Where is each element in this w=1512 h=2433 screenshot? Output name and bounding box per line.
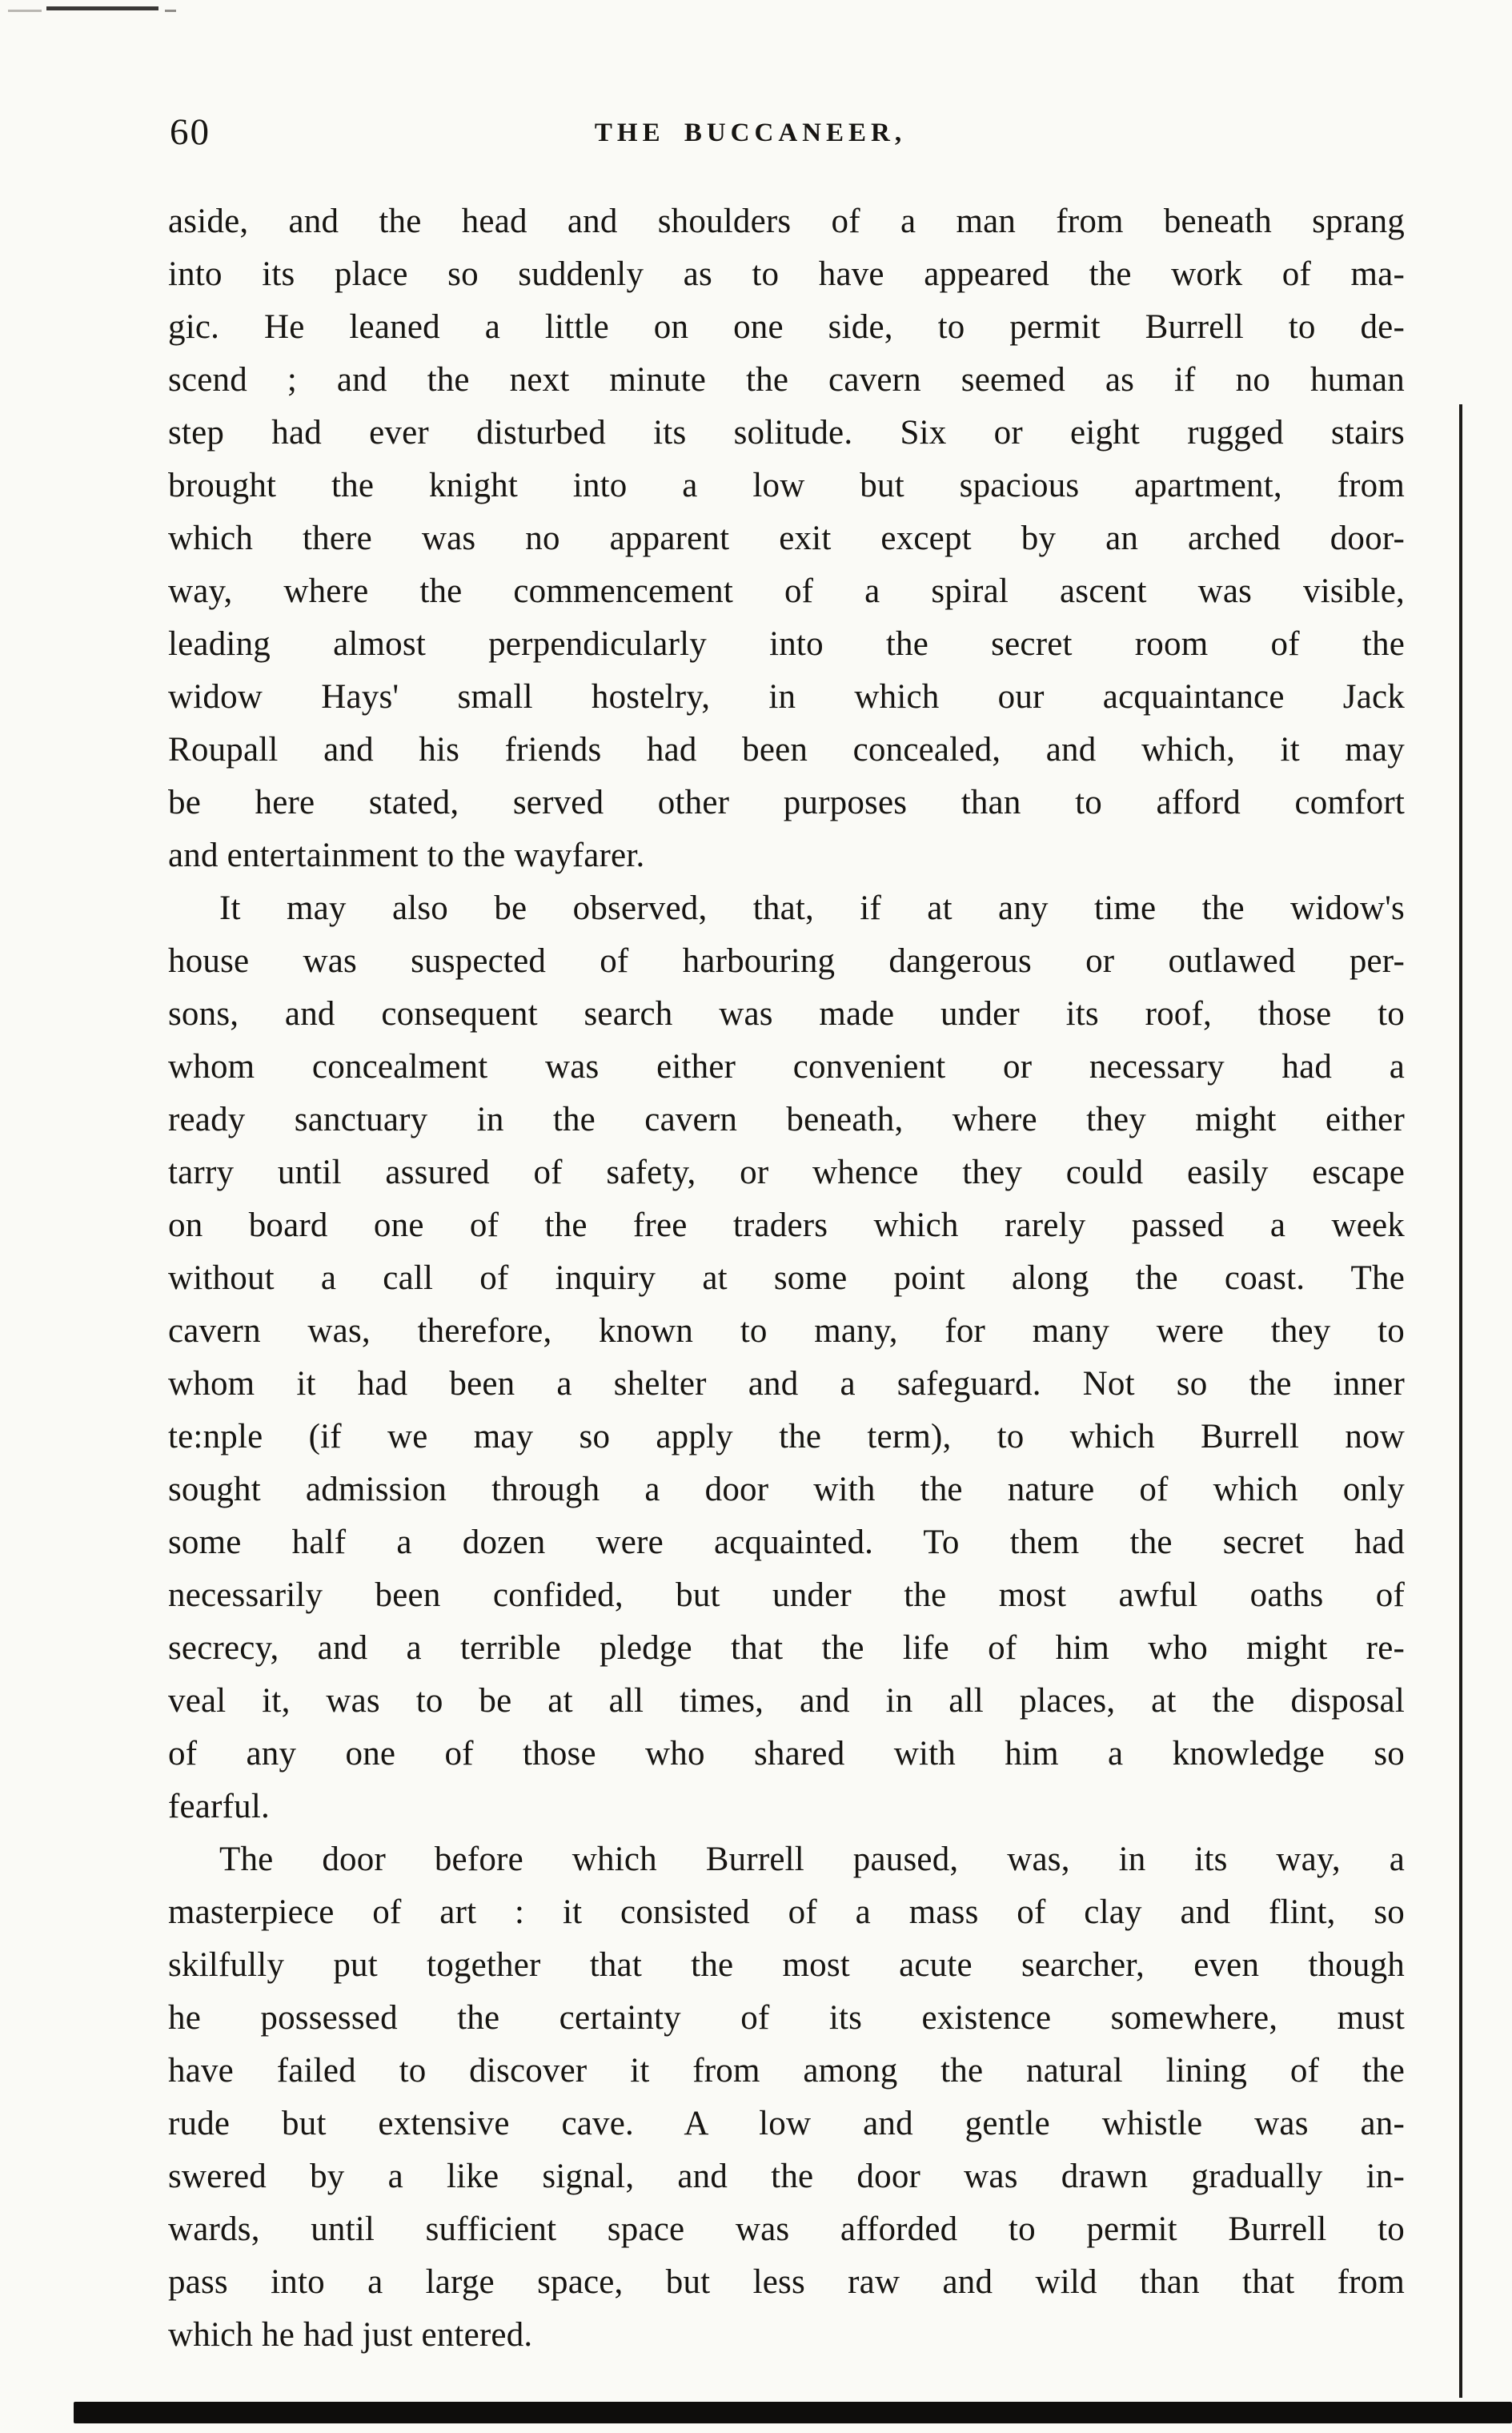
text-line: whom it had been a shelter and a safeguard. Not so the inner	[168, 1365, 1405, 1403]
text-line: secrecy, and a terrible pledge that the life of him who might re-	[168, 1629, 1405, 1667]
scan-artifact-bottom-bar	[74, 2402, 1512, 2423]
scan-artifact-top-dash	[46, 6, 158, 10]
text-line: fearful.	[168, 1788, 270, 1825]
text-line: be here stated, served other purposes than to afford comfort	[168, 784, 1405, 821]
text-line: aside, and the head and shoulders of a man from beneath sprang	[168, 203, 1405, 240]
text-line: veal it, was to be at all times, and in all places, at the disposal	[168, 1682, 1405, 1720]
paragraph	[168, 1833, 1405, 2362]
text-line: he possessed the certainty of its existence somewhere, must	[168, 1999, 1405, 2037]
text-line: swered by a like signal, and the door was drawn gradually in-	[168, 2158, 1405, 2195]
text-line: sons, and consequent search was made under its roof, those to	[168, 995, 1405, 1033]
text-line: widow Hays' small hostelry, in which our acquaintance Jack	[168, 678, 1405, 716]
text-line: skilfully put together that the most acute searcher, even though	[168, 1946, 1405, 1984]
page-number: 60	[170, 111, 211, 153]
paragraph	[168, 882, 1405, 1833]
text-line: te:nple (if we may so apply the term), to which Burrell now	[168, 1418, 1405, 1455]
text-line: which there was no apparent exit except by an arched door-	[168, 520, 1405, 557]
text-line: into its place so suddenly as to have appeared the work of ma-	[168, 255, 1405, 293]
text-line: whom concealment was either convenient or necessary had a	[168, 1048, 1405, 1086]
text-line: Roupall and his friends had been concealed, and which, it may	[168, 731, 1405, 769]
text-line: ready sanctuary in the cavern beneath, where they might either	[168, 1101, 1405, 1138]
text-line: scend ; and the next minute the cavern seemed as if no human	[168, 361, 1405, 399]
text-line: step had ever disturbed its solitude. Six or eight rugged stairs	[168, 414, 1405, 452]
text-line: without a call of inquiry at some point along the coast. The	[168, 1259, 1405, 1297]
page-edge-line	[1459, 404, 1462, 2398]
text-line: have failed to discover it from among the natural lining of the	[168, 2052, 1405, 2090]
text-line: way, where the commencement of a spiral ascent was visible,	[168, 572, 1405, 610]
text-line: rude but extensive cave. A low and gentle whistle was an-	[168, 2105, 1405, 2142]
page-body	[168, 195, 1405, 2362]
text-line: which he had just entered.	[168, 2316, 533, 2354]
text-line: brought the knight into a low but spacious apartment, from	[168, 467, 1405, 504]
text-line: wards, until sufficient space was afforded to permit Burrell to	[168, 2210, 1405, 2248]
paragraph	[168, 195, 1405, 882]
text-line: some half a dozen were acquainted. To them the secret had	[168, 1524, 1405, 1561]
text-line: house was suspected of harbouring dangerous or outlawed per-	[168, 942, 1405, 980]
text-line: gic. He leaned a little on one side, to permit Burrell to de-	[168, 308, 1405, 346]
scan-artifact-top-dot	[165, 10, 176, 12]
text-line: on board one of the free traders which rarely passed a week	[168, 1206, 1405, 1244]
text-line: necessarily been confided, but under the most awful oaths of	[168, 1576, 1405, 1614]
text-line: sought admission through a door with the nature of which only	[168, 1471, 1405, 1508]
text-line: cavern was, therefore, known to many, for many were they to	[168, 1312, 1405, 1350]
text-line: It may also be observed, that, if at any time the widow's	[219, 889, 1405, 927]
scan-artifact-top-faint-dash	[8, 10, 42, 12]
running-title: THE BUCCANEER,	[594, 118, 907, 147]
text-line: pass into a large space, but less raw and wild than that from	[168, 2263, 1405, 2301]
page-header	[168, 110, 1405, 167]
text-line: masterpiece of art : it consisted of a mass of clay and flint, so	[168, 1893, 1405, 1931]
text-line: tarry until assured of safety, or whence they could easily escape	[168, 1154, 1405, 1191]
text-line: and entertainment to the wayfarer.	[168, 837, 645, 874]
text-line: The door before which Burrell paused, was, in its way, a	[219, 1841, 1405, 1878]
text-line: of any one of those who shared with him a knowledge so	[168, 1735, 1405, 1773]
text-line: leading almost perpendicularly into the secret room of the	[168, 625, 1405, 663]
